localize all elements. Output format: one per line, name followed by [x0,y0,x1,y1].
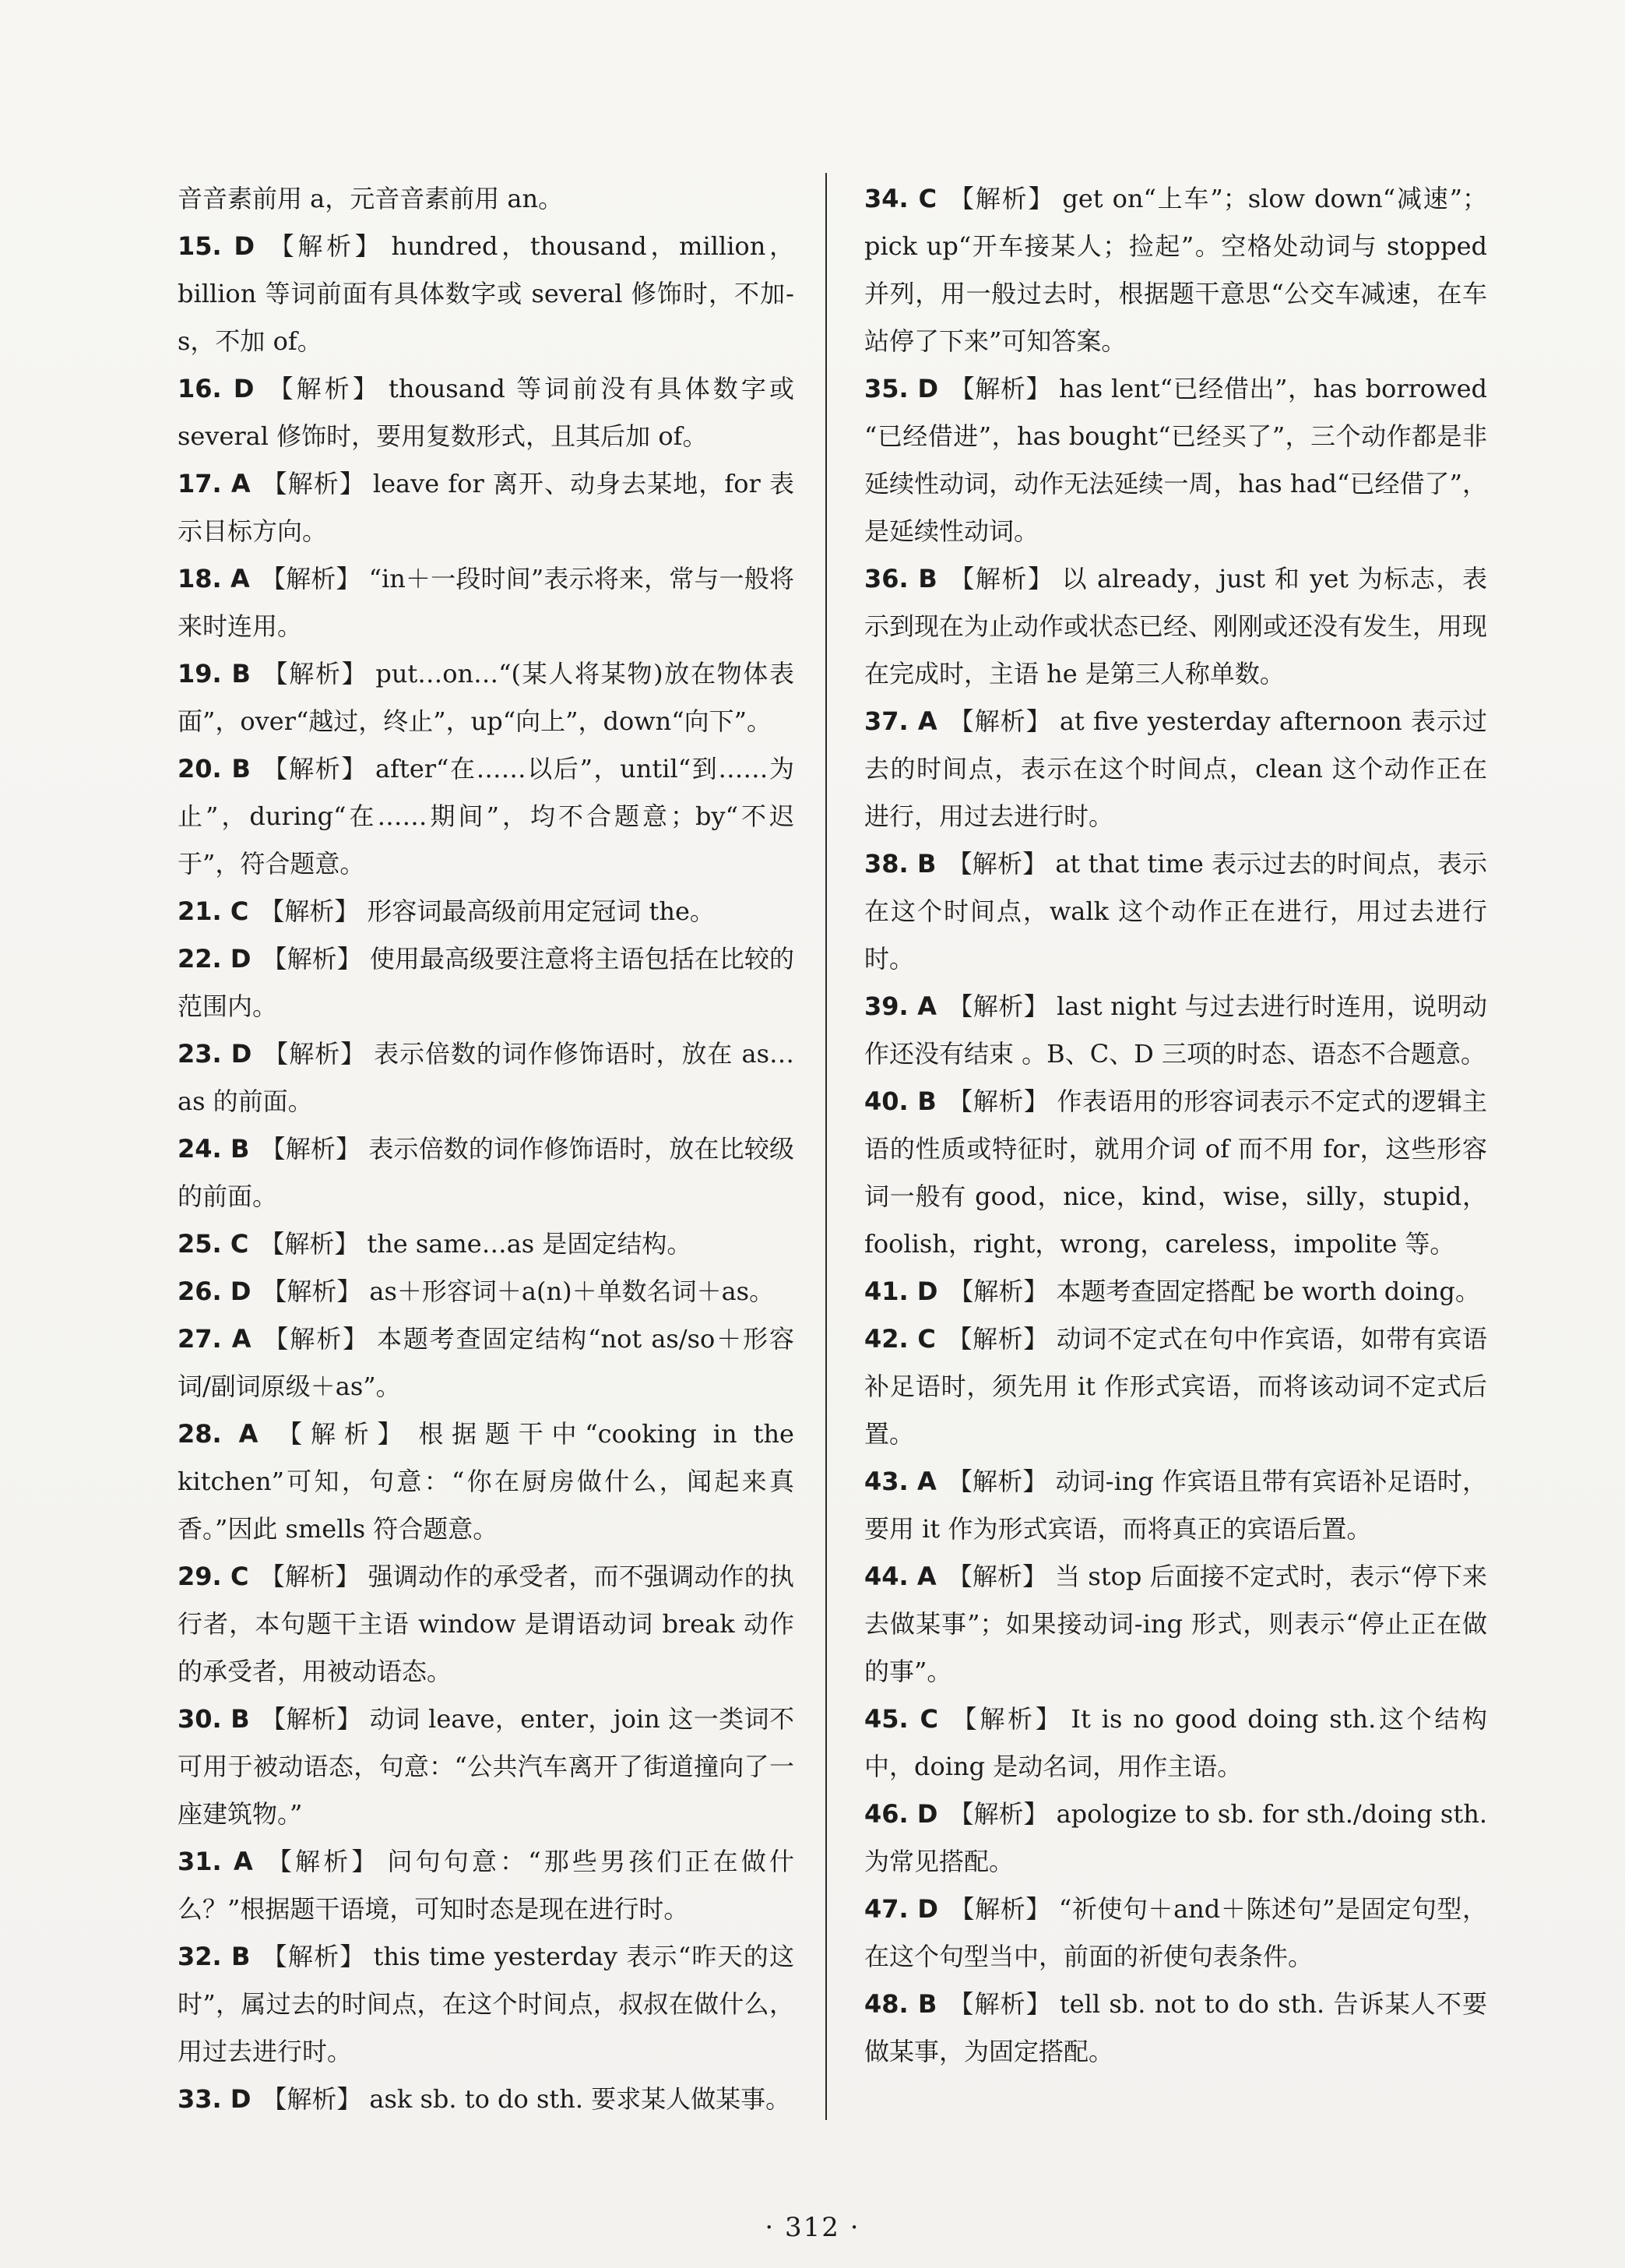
entry-text: leave for 离开、动身去某地，for 表示目标方向。 [178,469,794,546]
entry-number: 29. C [178,1562,249,1591]
analysis-tag: 【解析】 [948,991,1050,1021]
entry-text: ask sb. to do sth. 要求某人做某事。 [369,2084,791,2114]
entry-text: at five yesterday afternoon 表示过去的时间点，表示在这个时间点，clean 这个动作正在进行，用过去进行时。 [864,706,1487,831]
analysis-tag: 【解析】 [949,1704,1064,1734]
answer-entry-continuation [178,175,794,223]
entry-number: 31. A [178,1847,253,1876]
entry-number: 42. C [864,1324,936,1354]
analysis-tag: 【解析】 [259,1562,361,1591]
answer-entry-22 [178,935,794,1030]
analysis-tag: 【解析】 [266,231,384,261]
entry-number: 33. D [178,2084,251,2114]
entry-number: 43. A [864,1467,937,1496]
entry-text: “in＋一段时间”表示将来，常与一般将来时连用。 [178,564,794,641]
entry-number: 38. B [864,849,937,879]
entry-text: tell sb. not to do sth. 告诉某人不要做某事，为固定搭配。 [864,1989,1487,2066]
answer-entry-34 [864,175,1487,365]
entry-number: 30. B [178,1704,250,1734]
answer-entry-45 [864,1696,1487,1791]
entry-text: 问句句意：“那些男孩们正在做什么？”根据题干语境，可知时态是现在进行时。 [178,1847,794,1924]
entry-number: 18. A [178,564,250,593]
answer-entry-39 [864,983,1487,1078]
analysis-tag: 【解析】 [948,1989,1052,2019]
entry-number: 17. A [178,469,251,498]
entry-text: the same…as 是固定结构。 [367,1229,692,1259]
entry-number: 19. B [178,659,251,688]
column-divider [825,173,827,2120]
analysis-tag: 【解析】 [261,659,368,688]
page-number: · 312 · [765,2212,860,2243]
entry-number: 40. B [864,1086,937,1116]
analysis-tag: 【解析】 [259,1229,360,1259]
analysis-tag: 【解析】 [948,1277,1049,1306]
analysis-tag: 【解析】 [262,1324,369,1354]
entry-text: 强调动作的承受者，而不强调动作的执行者，本句题干主语 window 是谓语动词 break 动作的承受者，用被动语态。 [178,1562,794,1686]
entry-number: 15. D [178,231,255,261]
entry-text: this time yesterday 表示“昨天的这时”，属过去的时间点，在这个时间点，叔叔在做什么，用过去进行时。 [178,1942,794,2066]
analysis-tag: 【解析】 [262,944,362,974]
entry-text: 动词-ing 作宾语且带有宾语补足语时，要用 it 作为形式宾语，而将真正的宾语后置。 [864,1467,1487,1544]
entry-number: 36. B [864,564,937,593]
entry-number: 21. C [178,896,249,926]
entry-text: 本题考查固定结构“not as/so＋形容词/副词原级＋as”。 [178,1324,794,1401]
answer-entry-29 [178,1553,794,1696]
entry-text: after“在……以后”，until“到……为止”，during“在……期间”，均不合题意；by“不迟于”，符合题意。 [178,754,794,879]
analysis-tag: 【解析】 [948,1799,1049,1829]
entry-text: 本题考查固定搭配 be worth doing。 [1056,1277,1480,1306]
entry-number: 22. D [178,944,251,974]
answer-entry-41 [864,1268,1487,1315]
answer-entry-48 [864,1981,1487,2076]
entry-text: thousand 等词前没有具体数字或 several 修饰时，要用复数形式，且其后加 of。 [178,374,794,451]
entry-text: 动词不定式在句中作宾语，如带有宾语补足语时，须先用 it 作形式宾语，而将该动词不定式后置。 [864,1324,1487,1449]
answer-entry-42 [864,1315,1487,1458]
answer-entry-43 [864,1458,1487,1553]
answer-entry-16 [178,365,794,460]
answer-entry-37 [864,698,1487,840]
entry-text: apologize to sb. for sth./doing sth. 为常见搭配。 [864,1799,1487,1876]
entry-number: 25. C [178,1229,249,1259]
entry-text: 以 already，just 和 yet 为标志，表示到现在为止动作或状态已经、刚刚或还没有发生，用现在完成时，主语 he 是第三人称单数。 [864,564,1488,688]
analysis-tag: 【解析】 [948,564,1054,593]
entry-number: 28. A [178,1419,259,1449]
entry-text: hundred，thousand，million，billion 等词前面有具体数字或 several 修饰时，不加-s，不加 of。 [178,231,794,356]
analysis-tag: 【解析】 [947,1086,1050,1116]
entry-number: 20. B [178,754,251,784]
answer-entry-27 [178,1315,794,1410]
analysis-tag: 【解析】 [949,374,1052,403]
answer-entry-36 [864,555,1487,698]
analysis-tag: 【解析】 [260,1134,361,1164]
answer-entry-31 [178,1838,794,1933]
analysis-tag: 【解析】 [262,1039,367,1069]
analysis-tag: 【解析】 [262,2084,362,2114]
answer-entry-44 [864,1553,1487,1696]
analysis-tag: 【解析】 [262,1277,362,1306]
answer-entry-23 [178,1030,794,1125]
entry-text: 根据题干中“cooking in the kitchen”可知，句意：“你在厨房做什么，闻起来真香。”因此 smells 符合题意。 [178,1419,794,1544]
analysis-tag: 【解析】 [948,1894,1051,1924]
entry-text: get on“上车”；slow down“减速”；pick up“开车接某人；捡起”。空格处动词与 stopped 并列，用一般过去时，根据题干意思“公交车减速，在车站停了下来”可知答案。 [864,184,1487,356]
entry-number: 34. C [864,184,937,213]
analysis-tag: 【解析】 [261,1942,366,1971]
analysis-tag: 【解析】 [948,706,1052,736]
entry-text: It is no good doing sth.这个结构中，doing 是动名词，用作主语。 [864,1704,1487,1781]
analysis-tag: 【解析】 [947,849,1048,879]
entry-text: “祈使句＋and＋陈述句”是固定句型，在这个句型当中，前面的祈使句表条件。 [864,1894,1487,1971]
entry-number: 35. D [864,374,939,403]
entry-text: 音音素前用 a，元音音素前用 an。 [178,184,564,213]
entry-text: 形容词最高级前用定冠词 the。 [367,896,715,926]
entry-number: 32. B [178,1942,251,1971]
entry-number: 37. A [864,706,937,736]
entry-number: 39. A [864,991,937,1021]
analysis-tag: 【解析】 [265,374,381,403]
answer-entry-18 [178,555,794,650]
entry-number: 27. A [178,1324,251,1354]
entry-text: 动词 leave，enter，join 这一类词不可用于被动语态，句意：“公共汽车离开了街道撞向了一座建筑物。” [178,1704,794,1829]
entry-number: 45. C [864,1704,938,1734]
answer-entry-47 [864,1886,1487,1981]
analysis-tag: 【解析】 [259,896,360,926]
entry-number: 23. D [178,1039,252,1069]
entry-number: 16. D [178,374,255,403]
entry-text: 当 stop 后面接不定式时，表示“停下来去做某事”；如果接动词-ing 形式，则表示“停止正在做的事”。 [864,1562,1487,1686]
entry-text: 表示倍数的词作修饰语时，放在比较级的前面。 [178,1134,794,1211]
entry-number: 47. D [864,1894,938,1924]
entry-text: has lent“已经借出”，has borrowed “已经借进”，has bought“已经买了”，三个动作都是非延续性动词，动作无法延续一周，has had“已经借了”，是延续性动词。 [864,374,1487,546]
analysis-tag: 【解析】 [947,1467,1048,1496]
answer-entry-26 [178,1268,794,1315]
answer-entry-32 [178,1933,794,2076]
analysis-tag: 【解析】 [948,184,1055,213]
answer-entry-46 [864,1791,1487,1886]
entry-number: 41. D [864,1277,938,1306]
answer-entry-15 [178,223,794,365]
answer-entry-21 [178,888,794,935]
entry-text: 作表语用的形容词表示不定式的逻辑主语的性质或特征时，就用介词 of 而不用 for，这些形容词一般有 good，nice，kind，wise，silly，stupid，foolish，right，wrong，careless，impolite 等。 [864,1086,1487,1259]
answer-entry-24 [178,1125,794,1220]
analysis-tag: 【解析】 [261,469,365,498]
answer-entry-28 [178,1410,794,1553]
right-column [864,175,1487,2076]
answer-entry-38 [864,840,1487,983]
entry-number: 26. D [178,1277,251,1306]
entry-text: at that time 表示过去的时间点，表示在这个时间点，walk 这个动作正在进行，用过去进行时。 [864,849,1487,974]
entry-number: 48. B [864,1989,937,2019]
analysis-tag: 【解析】 [947,1562,1048,1591]
answer-entry-20 [178,745,794,888]
entry-text: last night 与过去进行时连用，说明动作还没有结束 。B、C、D 三项的时态、语态不合题意。 [864,991,1487,1069]
answer-entry-33 [178,2076,794,2123]
answer-entry-35 [864,365,1487,555]
answer-entry-19 [178,650,794,745]
analysis-tag: 【解析】 [260,1704,362,1734]
analysis-tag: 【解析】 [269,1419,411,1449]
answer-entry-17 [178,460,794,555]
entry-text: put…on…“(某人将某物)放在物体表面”，over“越过，终止”，up“向上”，down“向下”。 [178,659,794,736]
entry-text: 使用最高级要注意将主语包括在比较的范围内。 [178,944,794,1021]
analysis-tag: 【解析】 [263,1847,380,1876]
entry-number: 44. A [864,1562,937,1591]
analysis-tag: 【解析】 [946,1324,1049,1354]
answer-entry-30 [178,1696,794,1838]
answer-entry-25 [178,1220,794,1268]
analysis-tag: 【解析】 [261,754,368,784]
entry-text: as＋形容词＋a(n)＋单数名词＋as。 [369,1277,775,1306]
analysis-tag: 【解析】 [260,564,361,593]
entry-number: 24. B [178,1134,250,1164]
answer-entry-40 [864,1078,1487,1268]
entry-text: 表示倍数的词作修饰语时，放在 as…as 的前面。 [178,1039,794,1116]
entry-number: 46. D [864,1799,938,1829]
left-column [178,175,794,2123]
